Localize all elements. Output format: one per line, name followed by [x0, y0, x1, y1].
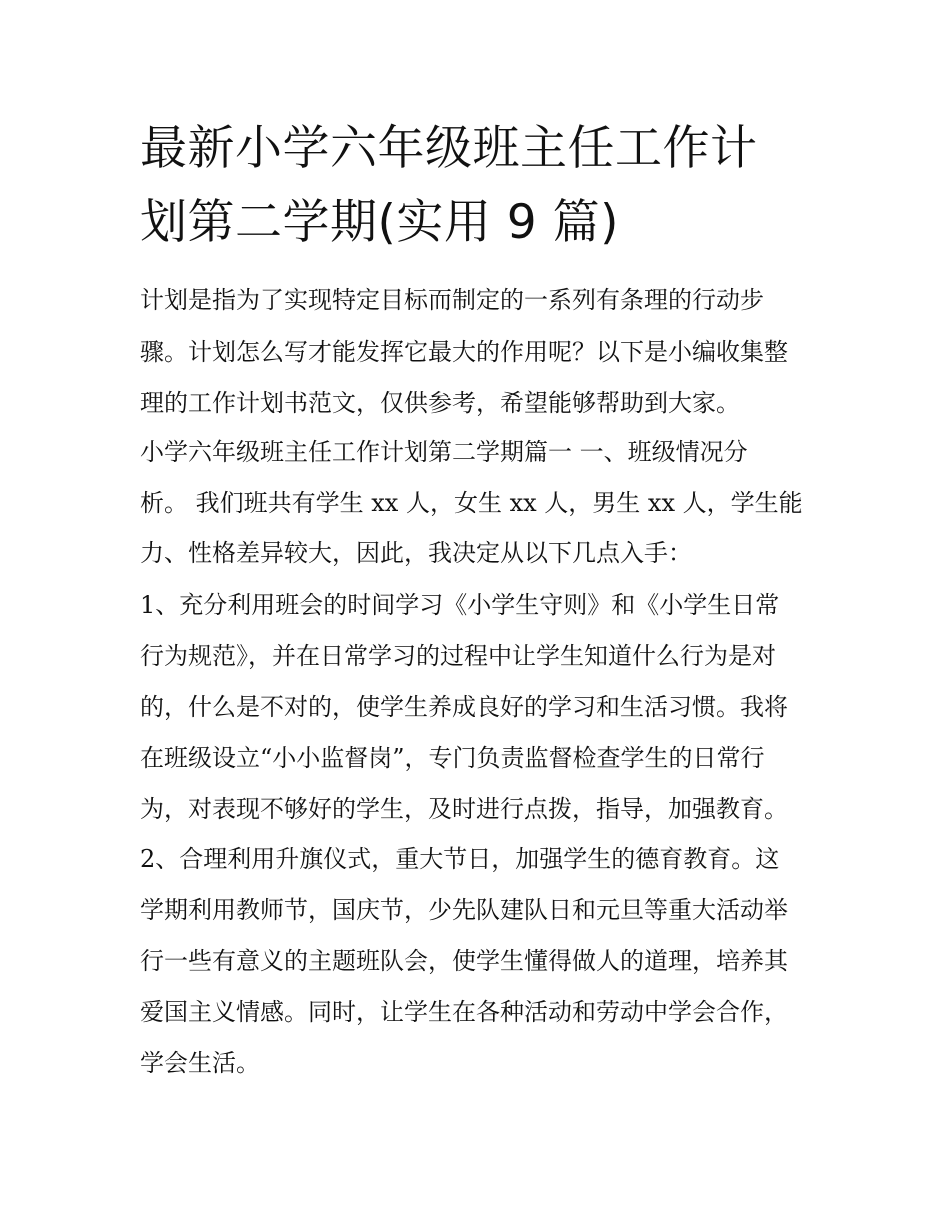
body-text-line: 为，对表现不够好的学生，及时进行点拨，指导，加强教育。 [140, 795, 788, 823]
body-text-line: 力、性格差异较大，因此，我决定从以下几点入手： [140, 539, 692, 567]
body-text-line: 2、合理利用升旗仪式，重大节日，加强学生的德育教育。这 [140, 845, 780, 873]
body-text-line: 学期利用教师节，国庆节，少先队建队日和元旦等重大活动举 [140, 896, 788, 924]
body-text-line: 行为规范》，并在日常学习的过程中让学生知道什么行为是对 [140, 642, 776, 670]
body-text-line: 爱国主义情感。同时，让学生在各种活动和劳动中学会合作， [140, 998, 788, 1026]
title-line: 划第二学期(实用 9 篇) [140, 195, 619, 250]
body-text-line: 骤。计划怎么写才能发挥它最大的作用呢？以下是小编收集整 [140, 338, 788, 366]
body-text-line: 行一些有意义的主题班队会，使学生懂得做人的道理，培养其 [140, 947, 788, 975]
body-text-line: 学会生活。 [140, 1049, 260, 1077]
title-line: 最新小学六年级班主任工作计 [140, 121, 758, 176]
body-text-line: 的，什么是不对的，使学生养成良好的学习和生活习惯。我将 [140, 693, 788, 721]
body-text-line: 在班级设立“小小监督岗”，专门负责监督检查学生的日常行 [140, 744, 765, 772]
body-text-line: 小学六年级班主任工作计划第二学期篇一 一、班级情况分 [140, 438, 748, 466]
body-text-line: 计划是指为了实现特定目标而制定的一系列有条理的行动步 [140, 286, 764, 314]
body-text-line: 理的工作计划书范文，仅供参考，希望能够帮助到大家。 [140, 389, 740, 417]
body-text-line: 1、充分利用班会的时间学习《小学生守则》和《小学生日常 [140, 591, 780, 619]
body-text-line: 析。 我们班共有学生 xx 人，女生 xx 人，男生 xx 人，学生能 [140, 489, 803, 517]
document-title [140, 112, 820, 260]
